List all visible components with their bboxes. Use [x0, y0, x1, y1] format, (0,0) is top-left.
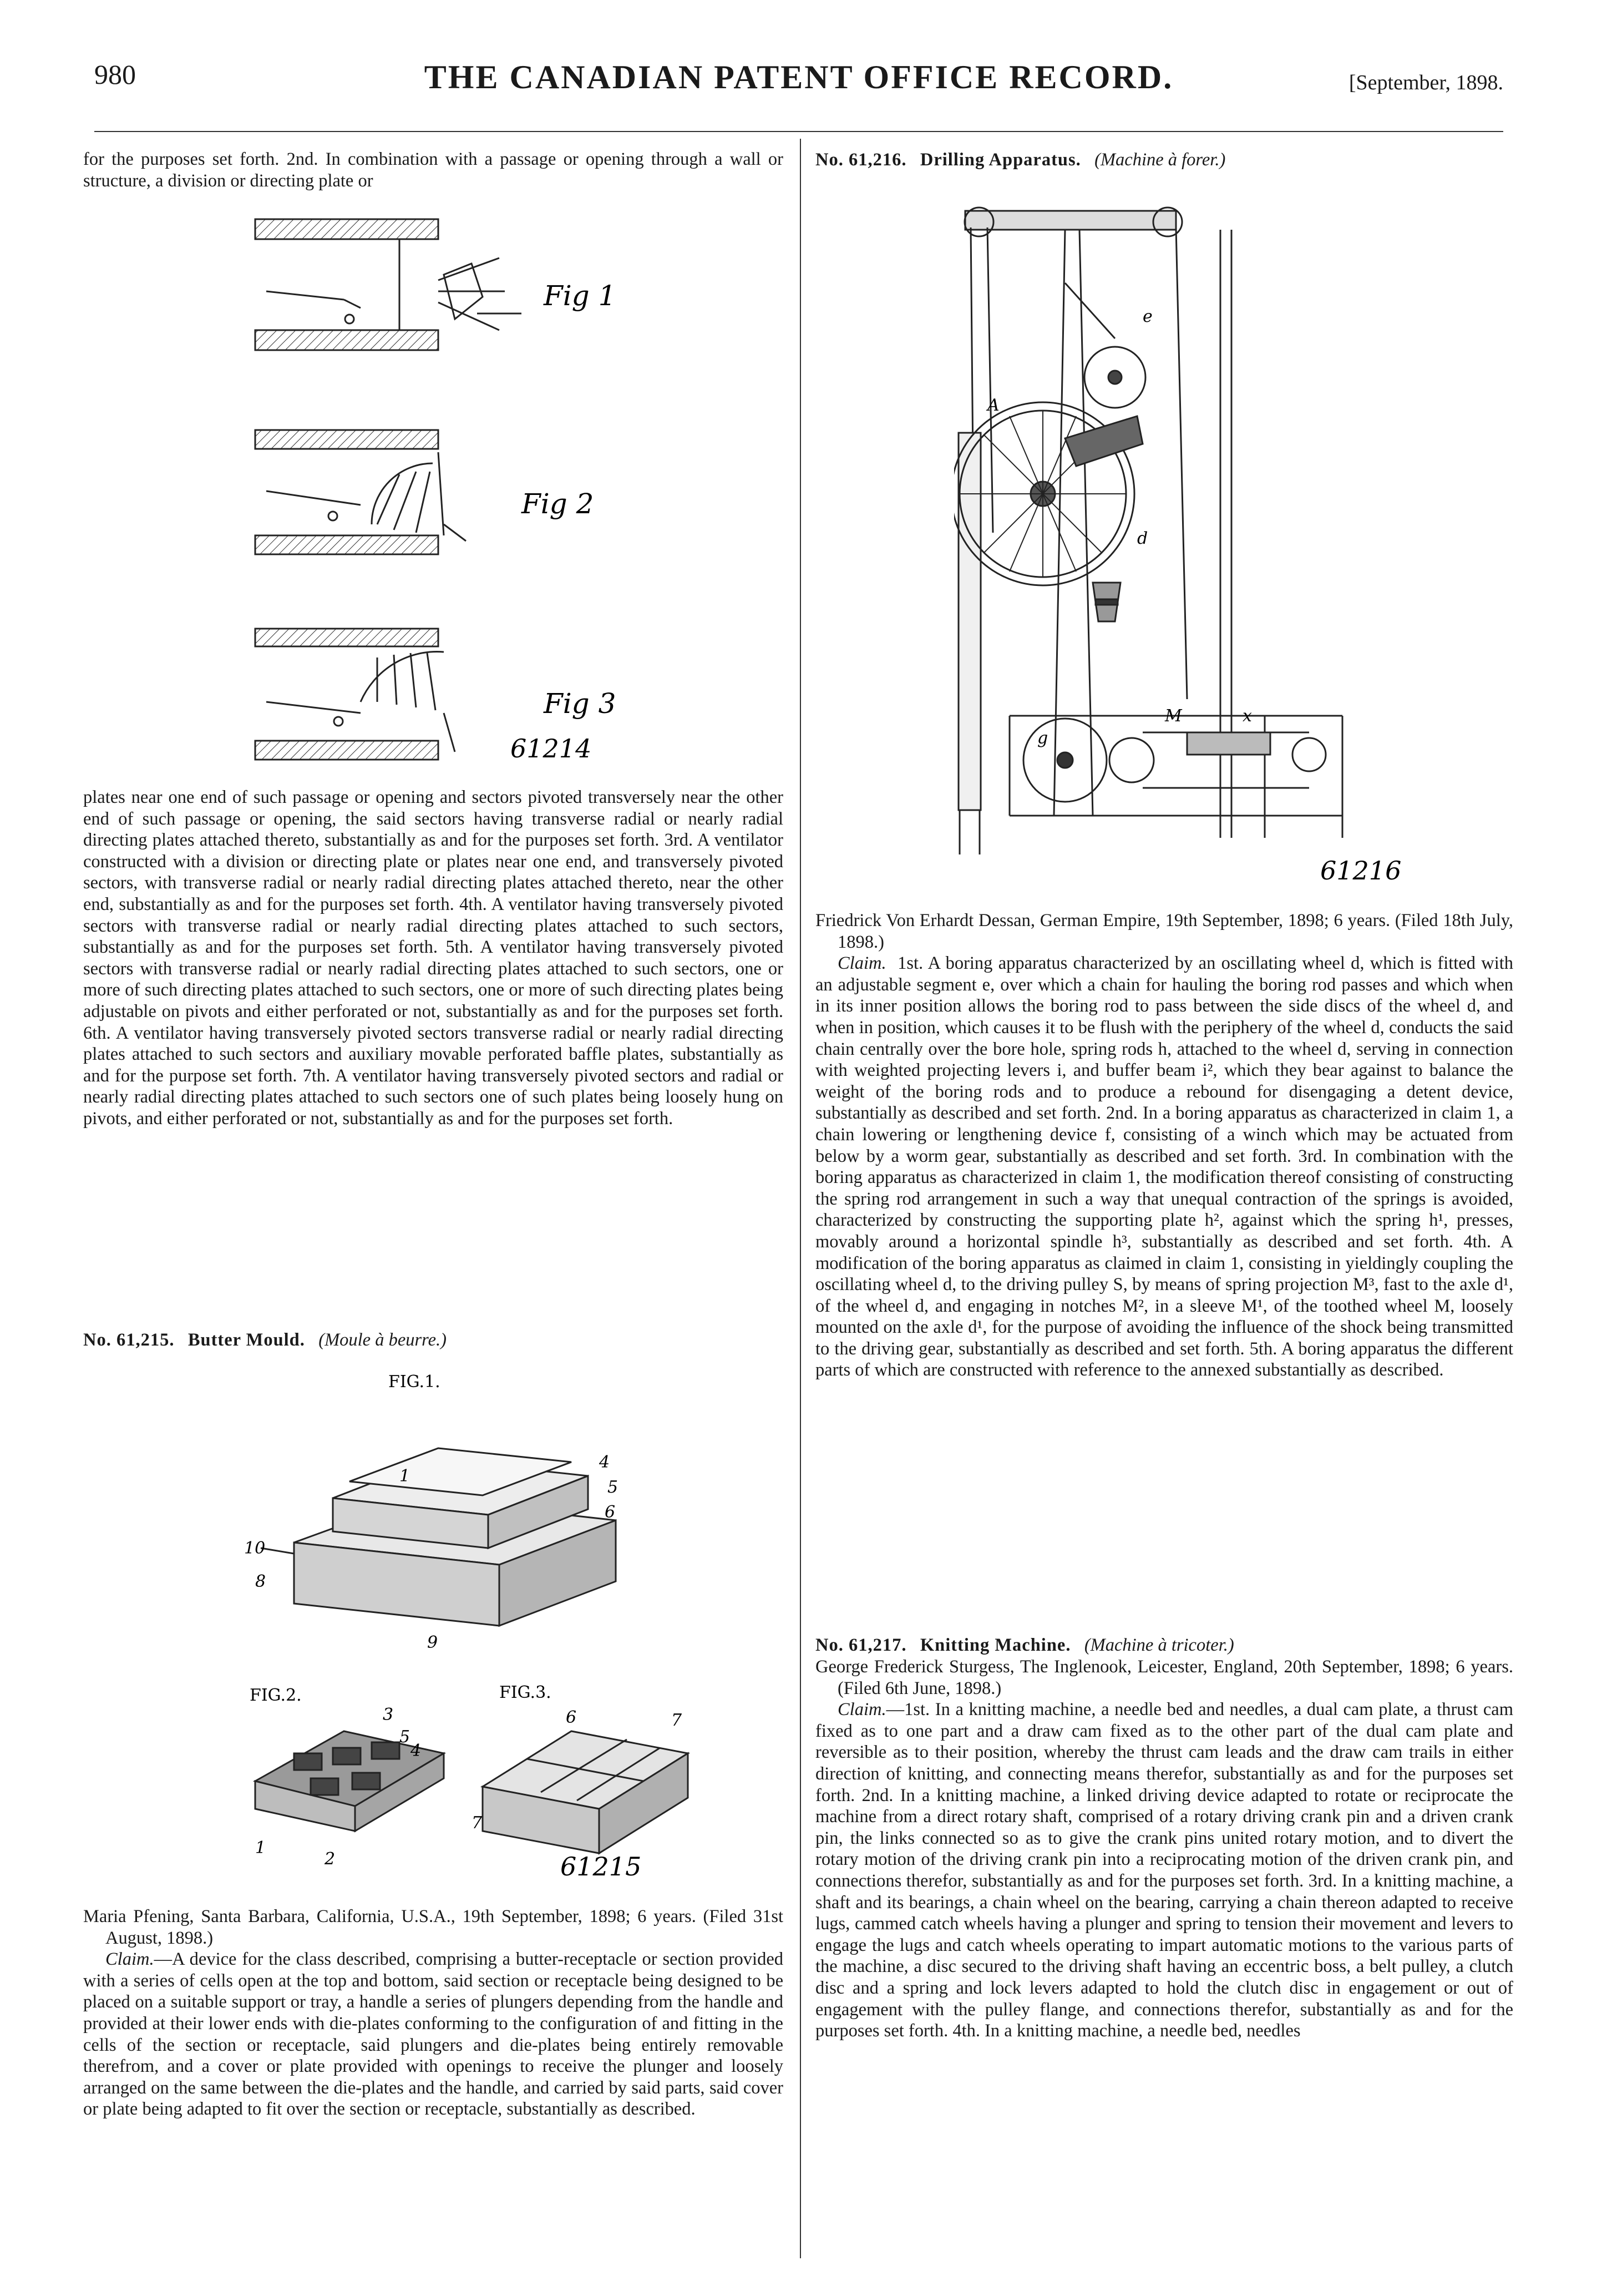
patent-61216-inventor: Friedrick Von Erhardt Dessan, German Empire, 19th September, 1898; 6 years. (Filed 18th July, 1898.) — [815, 911, 1513, 952]
svg-text:7: 7 — [472, 1813, 483, 1833]
svg-text:4: 4 — [599, 1453, 610, 1472]
drawing-number-61215: 61215 — [560, 1852, 642, 1882]
patent-61216-heading — [815, 149, 1513, 171]
ventilator-fig3 — [255, 629, 455, 760]
patent-61217-inventor: George Frederick Sturgess, The Inglenook, Leicester, England, 20th September, 1898; 6 years. (Filed 6th June, 1898.) — [815, 1657, 1513, 1698]
butter-fig2-label: FIG.2. — [250, 1686, 302, 1705]
claim-label: Claim. — [838, 1700, 886, 1720]
patent-title: Butter Mould. — [187, 1330, 305, 1350]
column-divider — [800, 139, 801, 2258]
svg-text:2: 2 — [325, 1849, 336, 1869]
svg-text:7: 7 — [671, 1711, 682, 1730]
patent-number: No. 61,216. — [815, 150, 907, 170]
ventilator-claim-intro: for the purposes set forth. 2nd. In combination with a passage or opening through a wall or structure, a division or directing plate or — [83, 149, 783, 191]
ventilator-figures — [233, 214, 655, 777]
header-rule — [94, 131, 1503, 132]
svg-text:5: 5 — [399, 1727, 410, 1747]
svg-text:A: A — [987, 396, 1000, 415]
drawing-number-61216: 61216 — [1320, 856, 1402, 886]
patent-61216-claim: 1st. A boring apparatus characterized by an oscillating wheel d, which is fitted with an adjustable segment e, over which a chain for hauling the boring rod passes and which when in its inner position allows the boring rod to pass between the side discs of the wheel d, and when in position, which causes it to be flush with the periphery of the wheel d, conducts the said chain centrally over the bore hole, spring rods h, attached to the wheel d, serving in connection with weighted projecting levers i, and buffer beam i², which they bear against to balance the weight of the boring rods and to produce a rebound for disengaging a detent device, substantially as described and set forth. 2nd. In a boring apparatus as characterized in claim 1, a chain lowering or lengthening device f, consisting of a winch which may be actuated from below by a worm gear, substantially as described and set forth. 3rd. In combination with the boring apparatus as characterized in claim 1, the modification thereof consisting of constructing the spring rod arrangement in such a way that unequal contraction of the springs is avoided, characterized by constructing the supporting plate h², against which the spring h¹, presses, movably around a horizontal spindle h³, substantially as described and set forth. 4th. A modification of the boring apparatus as claimed in claim 1, consisting in yieldingly coupling the oscillating wheel d, to the driving pulley S, by means of spring projection M³, fast to the axle d¹, of the wheel d, and engaging in notches M², in a sleeve M¹, of the toothed wheel M, loosely mounted on the axle d¹, for the purpose of avoiding the influence of the shock being transmitted to the driving gear, substantially as described and set forth. 5th. A boring apparatus the different parts of which are constructed with reference to the annexed substantially as described. — [815, 953, 1514, 1380]
svg-text:1: 1 — [255, 1838, 266, 1858]
patent-61216-body — [815, 910, 1513, 1381]
svg-text:e: e — [1143, 307, 1153, 326]
claim-label: Claim. — [105, 1949, 154, 1970]
patent-title: Knitting Machine. — [920, 1635, 1071, 1655]
ventilator-claims: plates near one end of such passage or opening and sectors pivoted transversely near the other end of such passage or opening, the said sectors having transverse radial or nearly radial directing plates attached thereto, substantially as and for the purposes set forth. 3rd. A ventilator constructed with a division or directing plate or plates near one end, and transversely pivoted sectors, with transverse radial or nearly radial directing plates attached thereto, near the other end, substantially as and for the purposes set forth. 4th. A ventilator having transversely pivoted sectors with transverse radial or nearly radial directing plates attached to such sectors, substantially as and for the purposes set forth. 5th. A ventilator having transversely pivoted sectors with transverse radial or nearly radial directing plates attached to such sectors, one or more of such directing plates attached to such sectors, one or more of such directing plates being adjustable on pivots and either perforated or not, substantially as and for the purposes set forth. 6th. A ventilator having transversely pivoted sectors transverse radial or nearly radial directing plates attached to such sectors and auxiliary movable perforated baffle plates, substantially as and for the purpose set forth. 7th. A ventilator having transversely pivoted sectors and radial or nearly radial directing plates attached to such sectors one of such plates being loosely hung on pivots, and either perforated or not, substantially as and for the purposes set forth. — [83, 787, 783, 1129]
svg-text:M: M — [1165, 706, 1182, 726]
left-claims — [83, 787, 783, 1130]
drilling-apparatus-figure — [954, 200, 1509, 888]
left-intro — [83, 149, 783, 191]
patent-61215-inventor: Maria Pfening, Santa Barbara, California, U.S.A., 19th September, 1898; 6 years. (Filed 31st August, 1898.) — [83, 1906, 783, 1948]
patent-number: No. 61,215. — [83, 1330, 175, 1350]
patent-61215-claim: —A device for the class described, comprising a butter-receptacle or section provided with a series of cells open at the top and bottom, said section or receptacle being designed to be placed on a suitable support or tray, a handle a series of plungers depending from the handle and provided at their lower ends with die-plates conforming to the configuration of and fitting in the cells of the section or receptacle, said plungers and die-plates being entirely removable therefrom, and a cover or plate provided with openings to receive the plunger and loosely arranged on the same between the die-plates and the handle, and carried by said parts, said cover or plate being adapted to fit over the section or receptacle, substantially as described. — [83, 1949, 783, 2120]
butter-fig3-label: FIG.3. — [499, 1683, 551, 1702]
svg-text:3: 3 — [383, 1705, 394, 1724]
svg-text:4: 4 — [410, 1741, 422, 1761]
journal-title: THE CANADIAN PATENT OFFICE RECORD. — [424, 59, 1174, 95]
butter-mould-figures — [233, 1365, 710, 1898]
patent-french-title: (Moule à beurre.) — [318, 1330, 447, 1350]
patent-number: No. 61,217. — [815, 1635, 907, 1655]
svg-text:10: 10 — [244, 1539, 266, 1558]
patent-61217-claim: —1st. In a knitting machine, a needle bed and needles, a dual cam plate, a thrust cam fixed as to one part and a draw cam fixed as to the other part of the dual cam plate and reversible as to their position, whereby the thrust cam leads and the draw cam trails in either direction of knitting, and connecting means therefor, substantially as and for the purposes set forth. 2nd. In a knitting machine, a linked driving device adapted to rotate or reciprocate the machine from a direct rotary shaft, comprised of a rotary driving crank pin and a driven crank pin, the links connected so as to give the crank pins united rotary motion, and to divert the rotary motion of the driving crank pin into a reciprocating motion of the driven crank pin, and connections therefor, substantially as and for the purposes set forth. 3rd. In a knitting machine, a shaft and its bearings, a chain wheel on the bearing, carrying a chain thereon adapted to receive lugs, cammed catch wheels having a plunger and spring to tension their movement and levers to engage the lugs and catch wheels operating to impart automatic motions to the various parts of the machine, a disc secured to the driving shaft having an eccentric boss, a belt pulley, a clutch disc and a spring and lock levers adapted to hold the clutch disc in engagement or out of engagement with the pulley flange, and connections therefor, substantially as and for the purposes set forth. 4th. In a knitting machine, a needle bed, needles — [815, 1700, 1513, 2041]
claim-label: Claim. — [838, 953, 886, 974]
patent-61217 — [815, 1634, 1513, 2042]
svg-text:5: 5 — [607, 1478, 618, 1497]
svg-text:x: x — [1243, 706, 1252, 726]
drawing-number-61214: 61214 — [510, 734, 592, 763]
issue-date: [September, 1898. — [1348, 71, 1503, 94]
svg-text:1: 1 — [399, 1466, 410, 1486]
svg-text:9: 9 — [427, 1633, 438, 1652]
svg-text:8: 8 — [255, 1572, 266, 1591]
page-number: 980 — [94, 59, 136, 90]
svg-text:6: 6 — [605, 1503, 616, 1522]
svg-text:6: 6 — [566, 1708, 577, 1727]
svg-text:d: d — [1137, 529, 1148, 548]
page-header — [94, 58, 1503, 108]
ventilator-fig2 — [255, 430, 466, 554]
ventilator-fig1 — [255, 219, 521, 350]
butter-fig1-label: FIG.1. — [388, 1372, 440, 1392]
patent-title: Drilling Apparatus. — [920, 150, 1081, 170]
patent-61215-heading — [83, 1329, 783, 1351]
fig1-label: Fig 1 — [544, 280, 616, 312]
svg-text:g: g — [1037, 729, 1048, 748]
patent-61215-body — [83, 1906, 783, 2120]
patent-french-title: (Machine à forer.) — [1094, 150, 1226, 170]
fig2-label: Fig 2 — [521, 488, 594, 520]
patent-french-title: (Machine à tricoter.) — [1084, 1635, 1234, 1655]
fig3-label: Fig 3 — [544, 687, 616, 720]
